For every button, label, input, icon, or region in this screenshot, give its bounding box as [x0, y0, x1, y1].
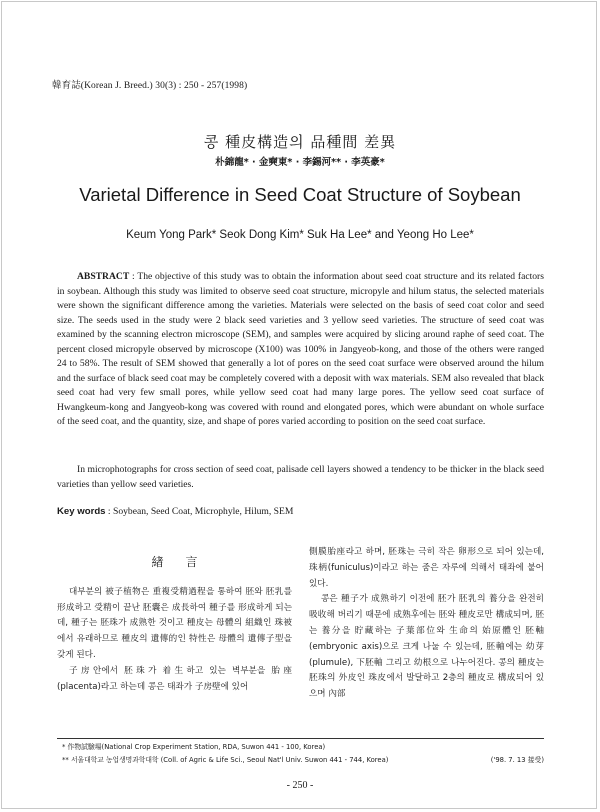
footnotes: [62, 741, 544, 766]
abstract-heading: ABSTRACT: [77, 271, 130, 282]
body-column-right: [309, 545, 544, 703]
english-authors: Keum Yong Park* Seok Dong Kim* Suk Ha Lee* and Yeong Ho Lee*: [126, 229, 474, 241]
korean-title: 콩 種皮構造의 品種間 差異: [203, 133, 397, 151]
body-paragraph: 대부분의 被子植物은 重複受精過程을 통하여 胚와 胚乳를 形成하고 受精이 끝난 胚囊은 成長하여 種子를 形成하게 되는데, 種子는 胚珠가 成熟한 것이고 種皮는 母體의 組織인 珠被에서 유래하므로 種皮의 遺傳的인 特性은 母體의 遺傳子型을 갖게 된다.: [57, 586, 292, 660]
body-column-left: [57, 547, 292, 695]
footnote-2-text: ** 서울대학교 농업생명과학대학 (Coll. of Agric & Life Sci., Seoul Nat'l Univ. Suwon 441 - 744, Korea): [62, 755, 389, 764]
page-number: - 250 -: [286, 780, 314, 791]
abstract-paragraph-1: [57, 270, 544, 430]
body-paragraph: 子房안에서 胚珠가 着生하고 있는 벽부분을 胎座(placenta)라고 하는데 콩은 태좌가 子房壁에 있어: [57, 665, 292, 692]
footnote-divider: [57, 738, 544, 739]
section-heading-introduction: 緖言: [151, 555, 220, 569]
keywords-text: : Soybean, Seed Coat, Microphyle, Hilum, SEM: [105, 506, 294, 517]
abstract-text: : The objective of this study was to obtain the information about seed coat structure and its related factors in soybean. Although this study was limited to observe seed coat structure, micropyle and hilum status, the selected materials were shown the significant difference among the varieties. Materials were selected on the basis of seed coat color and seed size. The seeds used in the study were 2 black seed varieties and 3 yellow seed varieties. The structure of seed coat was examined by the scanning electron microscope (SEM), and samples were acquired by slicing around raphe of seed coat. The percent closed micropyle observed by microscope (X100) was 100% in Jangyeob-kong, and those of the others were ranged 24 to 58%. The result of SEM showed that generally a lot of pores on the seed coat surface were observed around the hilum and the surface of black seed coat may be completely covered with a deposit with wax materials. SEM also revealed that black seed coat had very few small pores, while yellow seed coat had many large pores. The yellow seed coat surface of Hwangkeum-kong and Jangyeob-kong was covered with round and elongated pores, which were abundant on whole surface of the seed coat, and the quantity, size, and shape of pores varied according to position on the seed coat surface.: [57, 271, 544, 427]
footnote-1: * 作物試驗場(National Crop Experiment Station, RDA, Suwon 441 - 100, Korea): [62, 743, 326, 751]
received-date: ('98. 7. 13 接受): [490, 755, 544, 764]
body-paragraph: 側膜胎座라고 하며, 胚珠는 극히 작은 卵形으로 되어 있는데, 珠柄(funiculus)이라고 하는 줌은 자루에 의해서 태좌에 붙어있다.: [309, 547, 544, 589]
keywords-label: Key words: [57, 506, 106, 517]
body-paragraph: 콩은 種子가 成熟하기 이전에 胚가 胚乳의 養分을 완전히 吸收해 버리기 때문에 成熟후에는 胚와 種皮로만 構成되며, 胚는 養分을 貯藏하는 子葉部位와 生命의 始原體인 胚軸(embryonic axis)으로 크게 나눌 수 있는데, 胚軸에는 幼芽(plumule), 下胚軸 그리고 幼根으로 나누어진다. 콩의 種皮는 胚珠의 外皮인 珠皮에서 발달하고 2층의 種皮로 構成되어 있으며 內部: [309, 594, 544, 700]
keywords: [57, 506, 544, 517]
korean-authors: 朴錦龍* · 金奭東* · 李錫河** · 李英豪*: [215, 157, 385, 168]
abstract-paragraph-2: In microphotographs for cross section of seed coat, palisade cell layers showed a tendency to be thicker in the black seed varieties than yellow seed varieties.: [57, 464, 544, 490]
english-title: Varietal Difference in Seed Coat Structure of Soybean: [79, 184, 521, 205]
footnote-2: [62, 754, 544, 767]
journal-citation: 韓育誌(Korean J. Breed.) 30(3) : 250 - 257(1998): [52, 81, 248, 91]
